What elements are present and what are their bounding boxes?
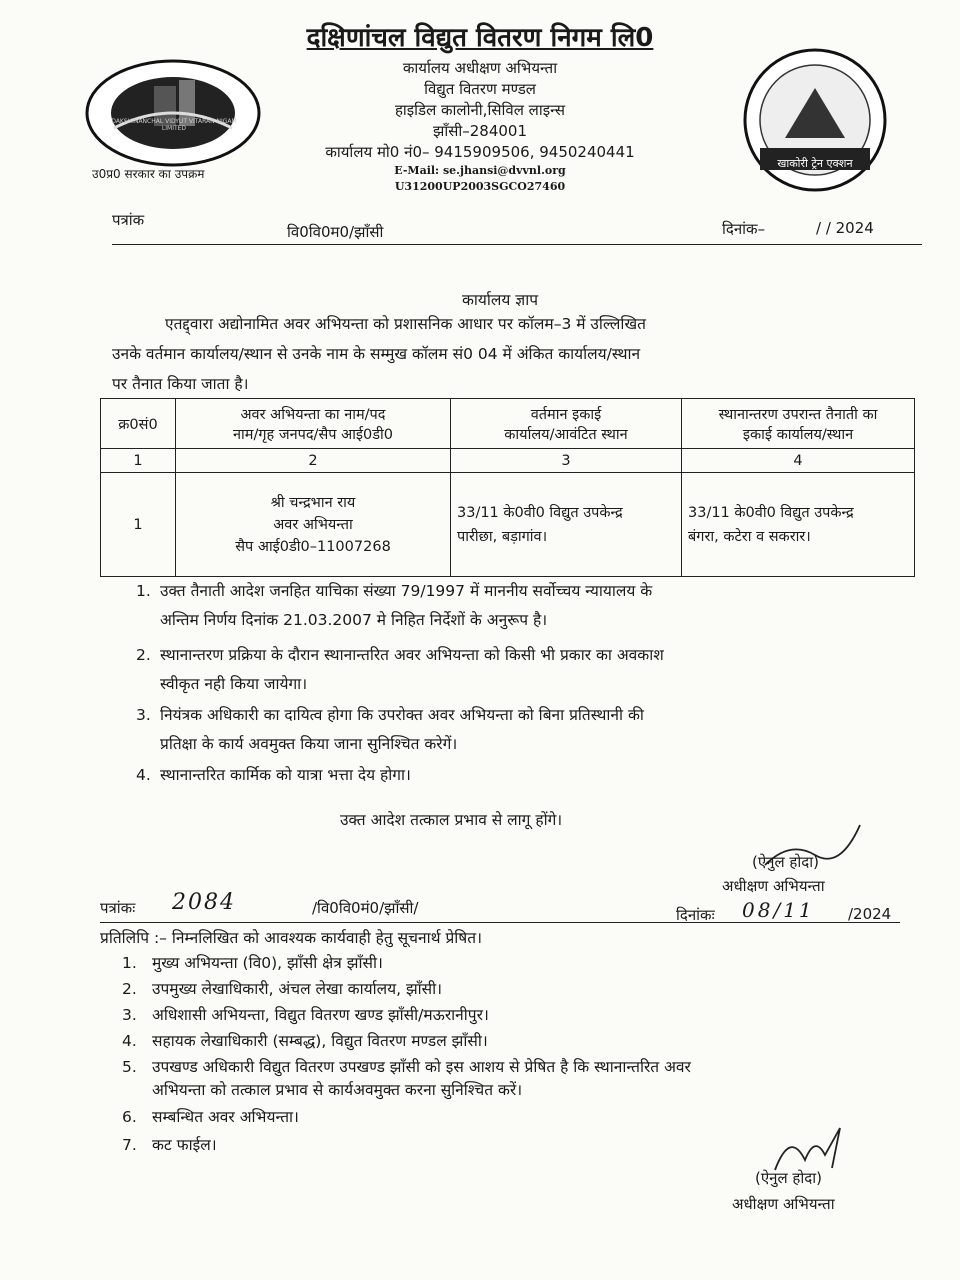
conditions-list [136, 580, 916, 794]
signatory-designation: अधीक्षण अभियन्ता [722, 877, 825, 895]
list-item: 3. अधिशासी अभियन्ता, विद्युत वितरण खण्ड झाँसी/मऊरानीपुर। [122, 1006, 489, 1024]
list-item: 5. उपखण्ड अधिकारी विद्युत वितरण उपखण्ड झाँसी को इस आशय से प्रेषित है कि स्थानान्तरित अवर अभियन्ता को तत्काल प्रभाव से कार्यअवमुक्त करना सुनिश्चित करें। [122, 1058, 691, 1099]
col-number: 3 [451, 449, 682, 473]
logo-caption: उ0प्र0 सरकार का उपक्रम [92, 167, 205, 181]
effect-line: उक्त आदेश तत्काल प्रभाव से लागू होंगे। [340, 811, 563, 829]
list-item: 1. मुख्य अभियन्ता (वि0), झाँसी क्षेत्र झाँसी। [122, 954, 383, 972]
office-line: कार्यालय अधीक्षण अभियन्ता [402, 59, 558, 77]
date-label: दिनांकः [676, 906, 715, 924]
row-sno: 1 [101, 473, 176, 577]
copy-intro: प्रतिलिपि :– निम्नलिखित को आवश्यक कार्यवाही हेतु सूचनार्थ प्रेषित। [100, 929, 482, 947]
date-value: / / 2024 [816, 219, 874, 237]
kakori-emblem [730, 48, 900, 198]
list-item: 3. नियंत्रक अधिकारी का दायित्व होगा कि उपरोक्त अवर अभियन्ता को बिना प्रतिस्थानी की प्रतिक्षा के कार्य अवमुक्त किया जाना सुनिश्चित करेगें। [136, 706, 644, 753]
office-email: E-Mail: se.jhansi@dvvnl.org [394, 164, 566, 177]
list-item: 4. सहायक लेखाधिकारी (सम्बद्ध), विद्युत वितरण मण्डल झाँसी। [122, 1032, 488, 1050]
ref-rule [100, 922, 900, 923]
row-name: श्री चन्द्रभान राय अवर अभियन्ता सैप आई0डी0–11007268 [176, 473, 451, 577]
header-cell: स्थानान्तरण उपरान्त तैनाती का इकाई कार्यालय/स्थान [682, 399, 915, 449]
header-cell: अवर अभियन्ता का नाम/पद नाम/गृह जनपद/सैप आई0डी0 [176, 399, 451, 449]
column-number-row [101, 449, 915, 473]
list-item: 1. उक्त तैनाती आदेश जनहित याचिका संख्या 79/1997 में माननीय सर्वोच्चय न्यायालय के अन्तिम निर्णय दिनांक 21.03.2007 मे निहित निर्देशों के अनुरूप है। [136, 582, 653, 629]
signatory-name: (ऐनुल होदा) [755, 1169, 822, 1187]
col-number: 1 [101, 449, 176, 473]
office-line: झाँसी–284001 [432, 122, 527, 140]
office-cin: U31200UP2003SGCO27460 [394, 180, 566, 193]
patrank-label: पत्रांक [112, 211, 145, 229]
table-header-row [101, 399, 915, 449]
header-cell: वर्तमान इकाई कार्यालय/आवंटित स्थान [451, 399, 682, 449]
date-value: 08/11 [742, 898, 815, 922]
emblem-banner: खाकोरी ट्रेन एक्शन [777, 157, 853, 170]
col-number: 2 [176, 449, 451, 473]
office-line: विद्युत वितरण मण्डल [424, 80, 536, 98]
notice-line: पर तैनात किया जाता है। [112, 375, 249, 393]
list-item: 4. स्थानान्तरित कार्मिक को यात्रा भत्ता देय होगा। [136, 766, 411, 784]
list-item: 7. कट फाईल। [122, 1136, 217, 1154]
header-rule [112, 244, 922, 245]
dvvnl-logo [84, 58, 262, 168]
header-cell: क्र0सं0 [101, 399, 176, 449]
office-phone: कार्यालय मो0 नं0– 9415909506, 9450240441 [325, 143, 635, 161]
signatory-name: (ऐनुल होदा) [752, 853, 819, 871]
list-item: 6. सम्बन्धित अवर अभियन्ता। [122, 1108, 299, 1126]
row-new-location: 33/11 के0वी0 विद्युत उपकेन्द्र बंगरा, कटेरा व सकरार। [682, 473, 915, 577]
notice-line: एतद्द्वारा अद्योनामित अवर अभियन्ता को प्रशासनिक आधार पर कॉलम–3 में उल्लिखित [165, 315, 646, 333]
office-line: हाइडिल कालोनी,सिविल लाइन्स [394, 101, 566, 119]
patrank-label: पत्रांकः [100, 899, 136, 917]
letter-number: 2084 [172, 890, 236, 915]
list-item: 2. स्थानान्तरण प्रक्रिया के दौरान स्थानान्तरित अवर अभियन्ता को किसी भी प्रकार का अवकाश स्वीकृत नही किया जायेगा। [136, 646, 664, 693]
signatory-designation: अधीक्षण अभियन्ता [732, 1195, 835, 1213]
date-label: दिनांक– [722, 220, 766, 238]
notice-line: उनके वर्तमान कार्यालय/स्थान से उनके नाम के सम्मुख कॉलम सं0 04 में अंकित कार्यालय/स्थान [112, 345, 641, 363]
notice-title: कार्यालय ज्ञाप [461, 291, 539, 309]
transfer-table [100, 398, 915, 577]
list-item: 2. उपमुख्य लेखाधिकारी, अंचल लेखा कार्यालय, झाँसी। [122, 980, 443, 998]
dept-code: /वि0वि0मं0/झाँसी/ [312, 899, 419, 917]
organization-name: दक्षिणांचल विद्युत वितरण निगम लि0 [306, 23, 654, 53]
table-row [101, 473, 915, 577]
col-number: 4 [682, 449, 915, 473]
row-current-location: 33/11 के0वी0 विद्युत उपकेन्द्र पारीछा, बड़ागांव। [451, 473, 682, 577]
dept-code: वि0वि0म0/झाँसी [287, 223, 384, 241]
date-year: /2024 [848, 905, 892, 923]
office-block [250, 58, 710, 195]
logo-ring-text: DAKSHINANCHAL VIDYUT VITARAN NIGAM LIMITED [111, 118, 237, 132]
